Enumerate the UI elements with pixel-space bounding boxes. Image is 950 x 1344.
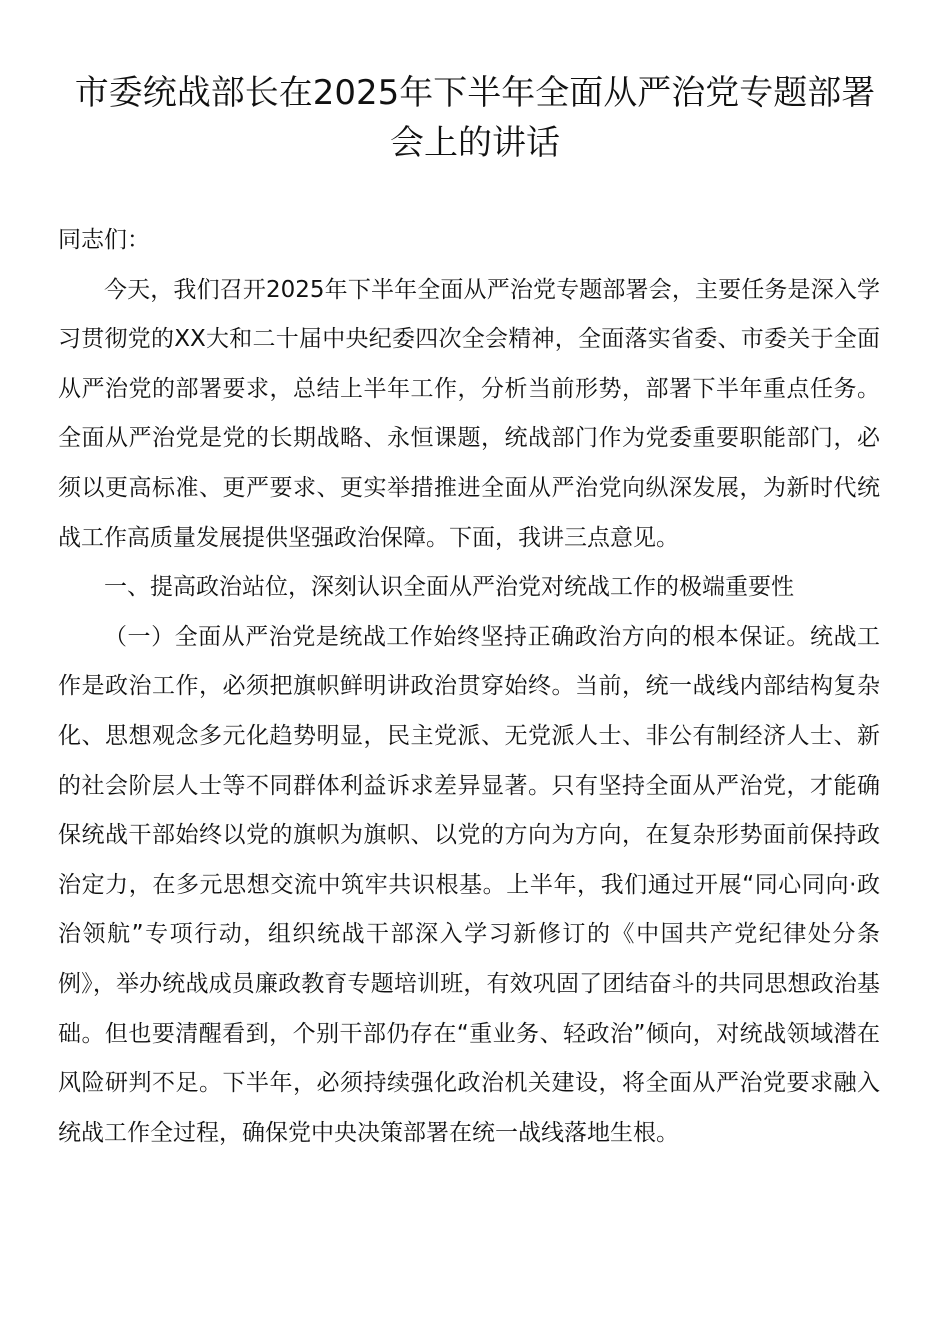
document-title: 市委统战部长在2025年下半年全面从严治党专题部署会上的讲话 bbox=[74, 73, 876, 163]
paragraph-section-1-1: （一）全面从严治党是统战工作始终坚持正确政治方向的根本保证。统战工作是政治工作，必须把旗帜鲜明讲政治贯穿始终。当前，统一战线内部结构复杂化、思想观念多元化趋势明显，民主党派、无党派人士、非公有制经济人士、新的社会阶层人士等不同群体利益诉求差异显著。只有坚持全面从严治党，才能确保统战干部始终以党的旗帜为旗帜、以党的方向为方向，在复杂形势面前保持政治定力，在多元思想交流中筑牢共识根基。上半年，我们通过开展“同心同向·政治领航”专项行动，组织统战干部深入学习新修订的《中国共产党纪律处分条例》，举办统战成员廉政教育专题培训班，有效巩固了团结奋斗的共同思想政治基础。但也要清醒看到，个别干部仍存在“重业务、轻政治”倾向，对统战领域潜在风险研判不足。下半年，必须持续强化政治机关建设，将全面从严治党要求融入统战工作全过程，确保党中央决策部署在统一战线落地生根。 bbox=[58, 623, 880, 1146]
salutation: 同志们： bbox=[58, 227, 150, 253]
document-body bbox=[58, 216, 880, 1158]
section-heading-1: 一、提高政治站位，深刻认识全面从严治党对统战工作的极端重要性 bbox=[104, 574, 794, 601]
paragraph-intro: 今天，我们召开2025年下半年全面从严治党专题部署会，主要任务是深入学习贯彻党的XX大和二十届中央纪委四次全会精神，全面落实省委、市委关于全面从严治党的部署要求，总结上半年工作，分析当前形势，部署下半年重点任务。全面从严治党是党的长期战略、永恒课题，统战部门作为党委重要职能部门，必须以更高标准、更严要求、更实举措推进全面从严治党向纵深发展，为新时代统战工作高质量发展提供坚强政治保障。下面，我讲三点意见。 bbox=[58, 276, 880, 551]
